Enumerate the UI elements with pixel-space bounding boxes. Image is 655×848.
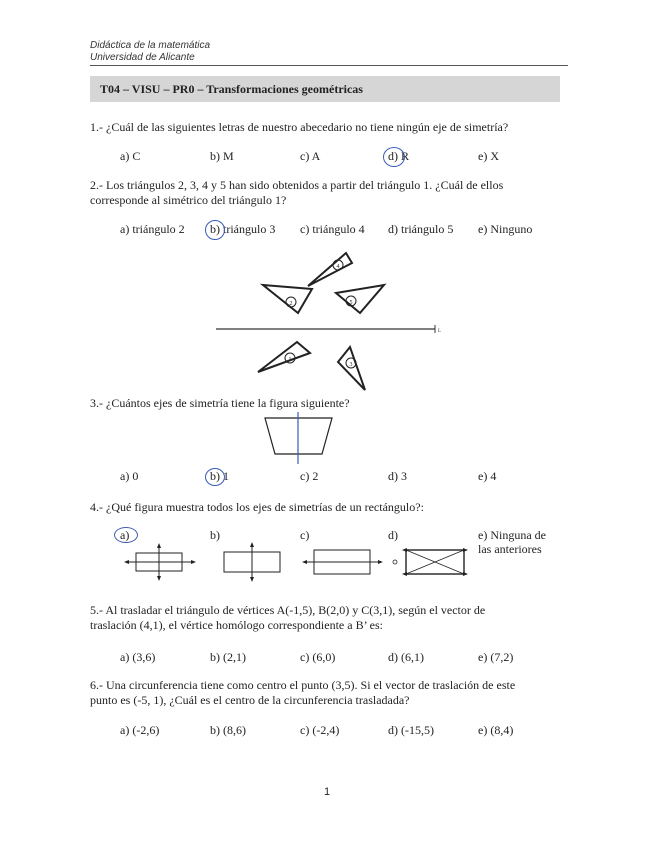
q1-option-e[interactable]: e) X <box>478 149 499 163</box>
rectangle-option-a <box>120 542 200 582</box>
q2-option-a[interactable]: a) triángulo 2 <box>120 222 185 236</box>
q4-option-d[interactable]: d) <box>388 528 398 542</box>
q1-option-b[interactable]: b) M <box>210 149 234 163</box>
q3-answer-mark <box>205 468 225 486</box>
question-6-text-line2: punto es (-5, 1), ¿Cuál es el centro de la circunferencia trasladada? <box>90 693 410 707</box>
triangle-label-1: 1 <box>288 357 292 363</box>
q1-option-a[interactable]: a) C <box>120 149 141 163</box>
question-5-options <box>0 650 655 666</box>
q3-option-b[interactable]: b) 1 <box>210 469 229 483</box>
q2-option-b[interactable]: b) triángulo 3 <box>210 222 276 236</box>
q3-option-c[interactable]: c) 2 <box>300 469 319 483</box>
rectangle-option-b <box>218 542 288 582</box>
header-university: Universidad de Alicante <box>90 52 195 63</box>
triangle-label-4: 4 <box>336 264 340 270</box>
header-subject: Didáctica de la matemática <box>90 40 211 51</box>
question-1-text: 1.- ¿Cuál de las siguientes letras de nuestro abecedario no tiene ningún eje de simetría? <box>90 120 509 134</box>
q4-option-b[interactable]: b) <box>210 528 220 542</box>
q2-option-e[interactable]: e) Ninguno <box>478 222 533 236</box>
q4-option-a[interactable]: a) <box>120 528 130 542</box>
q6-option-c[interactable]: c) (-2,4) <box>300 723 340 737</box>
q6-option-d[interactable]: d) (-15,5) <box>388 723 434 737</box>
q2-option-d[interactable]: d) triángulo 5 <box>388 222 454 236</box>
rectangle-option-c <box>300 542 385 582</box>
question-1-options <box>0 149 655 165</box>
q5-option-c[interactable]: c) (6,0) <box>300 650 336 664</box>
q3-option-a[interactable]: a) 0 <box>120 469 139 483</box>
triangle-3 <box>338 347 365 390</box>
q3-option-e[interactable]: e) 4 <box>478 469 497 483</box>
q2-answer-mark <box>205 220 225 240</box>
triangle-4 <box>308 253 352 286</box>
q1-option-d[interactable]: d) R <box>388 149 409 163</box>
question-3-options <box>0 469 655 485</box>
question-4-text: 4.- ¿Qué figura muestra todos los ejes de simetrías de un rectángulo?: <box>90 500 424 514</box>
page-number: 1 <box>324 786 331 798</box>
question-2-text-line1: 2.- Los triángulos 2, 3, 4 y 5 han sido obtenidos a partir del triángulo 1. ¿Cuál de ellos <box>90 178 504 192</box>
question-3-text: 3.- ¿Cuántos ejes de simetría tiene la figura siguiente? <box>90 396 350 410</box>
q4-option-e-line2[interactable]: las anteriores <box>478 542 542 556</box>
triangle-label-2: 2 <box>289 301 293 307</box>
question-5-text-line2: traslación (4,1), el vértice homólogo correspondiente a B’ es: <box>90 618 384 632</box>
trapezoid-figure <box>262 412 336 464</box>
q4-answer-mark <box>114 527 138 543</box>
triangle-label-3: 3 <box>349 362 353 368</box>
q1-option-c[interactable]: c) A <box>300 149 321 163</box>
q2-option-c[interactable]: c) triángulo 4 <box>300 222 365 236</box>
q3-option-d[interactable]: d) 3 <box>388 469 407 483</box>
svg-text:L: L <box>438 329 442 334</box>
q6-option-e[interactable]: e) (8,4) <box>478 723 514 737</box>
question-6-text-line1: 6.- Una circunferencia tiene como centro el punto (3,5). Si el vector de traslación de este <box>90 678 516 692</box>
q6-option-b[interactable]: b) (8,6) <box>210 723 246 737</box>
rectangle-option-d <box>388 542 473 582</box>
q5-option-b[interactable]: b) (2,1) <box>210 650 246 664</box>
triangles-figure <box>210 245 450 405</box>
triangle-label-5: 5 <box>349 300 353 306</box>
question-5-text-line1: 5.- Al trasladar el triángulo de vértices A(-1,5), B(2,0) y C(3,1), según el vector de <box>90 603 486 617</box>
header-rule <box>90 65 568 66</box>
q4-option-c[interactable]: c) <box>300 528 310 542</box>
question-2-text-line2: corresponde al simétrico del triángulo 1? <box>90 193 287 207</box>
q5-option-a[interactable]: a) (3,6) <box>120 650 156 664</box>
symmetry-axis-line <box>216 325 441 334</box>
question-2-options <box>0 222 655 238</box>
triangle-2 <box>263 285 312 313</box>
q5-option-d[interactable]: d) (6,1) <box>388 650 424 664</box>
question-6-options <box>0 723 655 739</box>
q6-option-a[interactable]: a) (-2,6) <box>120 723 160 737</box>
q4-option-e-line1[interactable]: e) Ninguna de <box>478 528 546 542</box>
page-title: T04 – VISU – PR0 – Transformaciones geométricas <box>90 76 560 102</box>
triangle-5 <box>336 285 384 313</box>
q1-answer-mark <box>383 147 405 167</box>
triangle-1 <box>258 342 310 372</box>
q5-option-e[interactable]: e) (7,2) <box>478 650 514 664</box>
